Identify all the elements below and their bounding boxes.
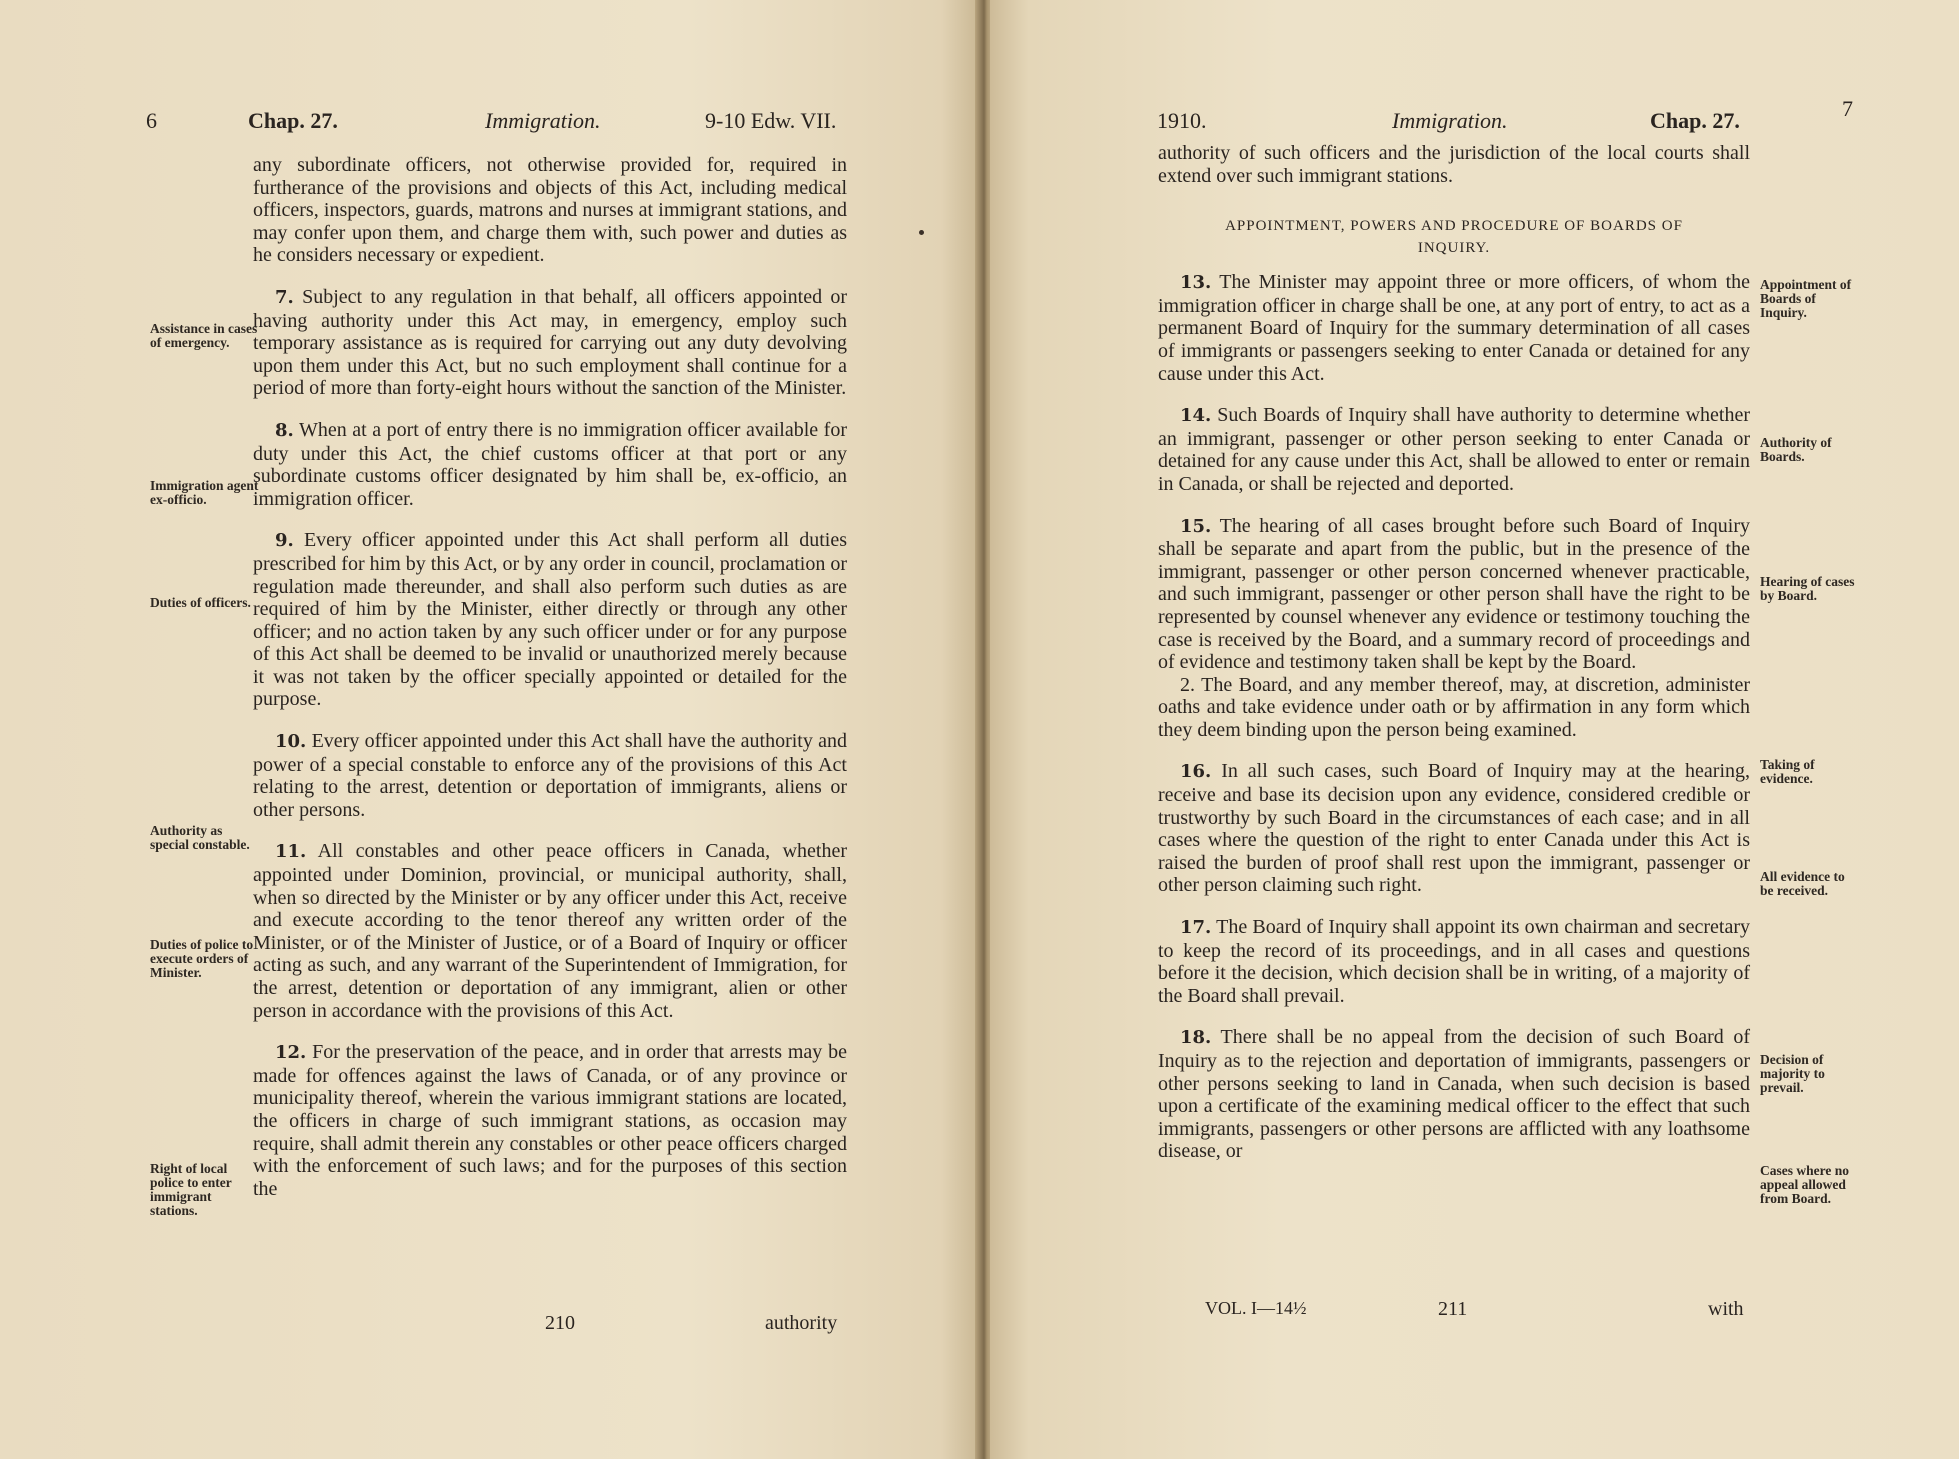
section-text: When at a port of entry there is no immigration officer available for duty under this Act, the chief customs officer at that port or any subordinate customs officer designated by him shall be, ex-officio, an immigration officer. bbox=[253, 418, 847, 510]
section-15 bbox=[1158, 515, 1750, 674]
right-chapter: Chap. 27. bbox=[1650, 108, 1740, 133]
right-folio: 211 bbox=[1438, 1298, 1468, 1320]
subsection-number: 2. bbox=[1180, 673, 1195, 696]
marginal-note-7: Assistance in cases of emergency. bbox=[150, 321, 258, 350]
section-text: Such Boards of Inquiry shall have authority to determine whether an immigrant, passenger or other person seeking to enter Canada or detained for any cause under this Act, shall be allowed to enter or remain in Canada, or shall be rejected and deported. bbox=[1158, 404, 1750, 495]
section-number: 8. bbox=[275, 419, 294, 441]
signature-mark: VOL. I—14½ bbox=[1205, 1298, 1307, 1318]
section-text: Every officer appointed under this Act shall have the authority and power of a special constable to enforce any of the provisions of this Act relating to the arrest, detention or deportation of immigrants, aliens or other persons. bbox=[253, 730, 847, 821]
section-number: 17. bbox=[1180, 917, 1212, 939]
section-number: 15. bbox=[1180, 515, 1212, 537]
marginal-note-16: All evidence to be received. bbox=[1760, 869, 1845, 898]
section-16 bbox=[1158, 760, 1750, 897]
section-17 bbox=[1158, 916, 1750, 1007]
section-number: 7. bbox=[275, 286, 294, 308]
marginal-note-8: Immigration agent ex-officio. bbox=[150, 478, 259, 507]
section-text: Subject to any regulation in that behalf, all officers appointed or having authority under this Act may, in emergency, employ such temporary assistance as is required for carrying out any duty devolving upon them under this Act, but no such employment shall continue for a period of more than forty-eight hours without the sanction of the Minister. bbox=[253, 285, 848, 400]
section-number: 14. bbox=[1180, 405, 1212, 427]
section-number: 16. bbox=[1180, 761, 1212, 783]
marginal-note-18: Cases where no appeal allowed from Board. bbox=[1760, 1163, 1849, 1206]
marginal-note-10: Authority as special constable. bbox=[150, 823, 250, 852]
right-page-number: 7 bbox=[1842, 96, 1853, 121]
marginal-note-14: Authority of Boards. bbox=[1760, 435, 1832, 464]
section-text: In all such cases, such Board of Inquiry may at the hearing, receive and base its decision upon any evidence, considered credible or trustworthy by such Board in the circumstances of each case; and in all cases where the question of the right to enter Canada under this Act is raised the burden of proof shall rest upon the immigrant, passenger or other person claiming such right. bbox=[1158, 760, 1750, 897]
right-continuation: authority of such officers and the jurisdiction of the local courts shall extend over such immigrant stations. bbox=[1158, 142, 1750, 187]
section-text: There shall be no appeal from the decision of such Board of Inquiry as to the rejection and deportation of immigrants, passengers or other persons seeking to land in Canada, when such decision is based upon a certificate of the examining medical officer to the effect that such immigrants, passengers or other persons are afflicted with any loathsome disease, or bbox=[1158, 1026, 1750, 1163]
marginal-note-13: Appointment of Boards of Inquiry. bbox=[1760, 277, 1852, 320]
subsection-15-2 bbox=[1158, 674, 1750, 742]
section-number: 10. bbox=[275, 731, 307, 753]
right-text-column bbox=[1158, 142, 1750, 1163]
marginal-note-15-2: Taking of evidence. bbox=[1760, 757, 1815, 786]
section-text: For the preservation of the peace, and in order that arrests may be made for offences against the laws of Canada, or of any province or municipality thereof, wherein the various immigrant stations are located, the officers in charge of such immigrant stations, as occasion may require, shall admit therein any constables or other peace officers charged with the enforcement of such laws; and for the purposes of this section the bbox=[253, 1041, 848, 1200]
marginal-note-17: Decision of majority to prevail. bbox=[1760, 1052, 1825, 1095]
section-text: The hearing of all cases brought before such Board of Inquiry shall be separate and apart from the public, but in the presence of the immigrant, passenger or other person concerned whenever practicable, and such immigrant, passenger or other person shall have the right to be represented by counsel whenever any evidence or testimony touching the case is received by the Board, and a summary record of proceedings and of evidence and testimony taken shall be kept by the Board. bbox=[1158, 514, 1751, 674]
marginal-note-12: Right of local police to enter immigrant stations. bbox=[150, 1161, 232, 1218]
marginal-note-9: Duties of officers. bbox=[150, 595, 251, 610]
left-chapter: Chap. 27. bbox=[248, 108, 338, 133]
marginal-note-15: Hearing of cases by Board. bbox=[1760, 574, 1855, 603]
section-text: The Minister may appoint three or more officers, of whom the immigration officer in charge shall be one, at any port of entry, to act as a permanent Board of Inquiry for the summary determination of all cases of immigrants or passengers seeking to enter Canada or detained for any cause under this Act. bbox=[1158, 271, 1750, 385]
section-number: 18. bbox=[1180, 1027, 1212, 1049]
right-running-title: Immigration. bbox=[1392, 108, 1508, 133]
section-number: 11. bbox=[275, 841, 307, 863]
left-running-title: Immigration. bbox=[485, 108, 601, 133]
section-13 bbox=[1158, 271, 1750, 385]
section-18 bbox=[1158, 1026, 1750, 1163]
section-text: Every officer appointed under this Act shall perform all duties prescribed for him by this Act, or by any order in council, proclamation or regulation made thereunder, and shall also perform such duties as are required of him by the Minister, either directly or through any other officer; and no action taken by any such officer under or for any purpose of this Act shall be deemed to be invalid or unauthorized merely because it was not taken by the officer specially appointed or detailed for the purpose. bbox=[253, 529, 847, 711]
section-number: 13. bbox=[1180, 272, 1212, 294]
section-number: 9. bbox=[275, 530, 294, 552]
section-text: The Board, and any member thereof, may, at discretion, administer oaths and take evidence under oath or by affirmation in any form which they deem binding upon the person being examined. bbox=[1158, 673, 1750, 741]
left-catchword: authority bbox=[765, 1312, 838, 1334]
part-heading: APPOINTMENT, POWERS AND PROCEDURE OF BOARDS OF INQUIRY. bbox=[1225, 218, 1683, 257]
section-text: All constables and other peace officers in Canada, whether appointed under Dominion, provincial, or municipal authority, shall, when so directed by the Minister or by any officer under this Act, receive and execute according to the tenor thereof any written order of the Minister, or of the Minister of Justice, or of a Board of Inquiry or officer acting as such, and any warrant of the Superintendent of Immigration, for the arrest, detention or deportation of any immigrant, alien or other person in accordance with the provisions of this Act. bbox=[253, 840, 848, 1022]
right-catchword: with bbox=[1708, 1298, 1744, 1320]
left-page-number: 6 bbox=[146, 108, 157, 133]
marginal-note-11: Duties of police to execute orders of Minister. bbox=[150, 937, 254, 980]
left-continuation: any subordinate officers, not otherwise provided for, required in furtherance of the provisions and objects of this Act, including medical officers, inspectors, guards, matrons and nurses at immigrant stations, and may confer upon them, and charge them with, such power and duties as he considers necessary or expedient. bbox=[253, 154, 847, 267]
left-folio: 210 bbox=[545, 1312, 575, 1334]
right-year: 1910. bbox=[1157, 108, 1207, 133]
section-number: 12. bbox=[275, 1042, 307, 1064]
left-regnal-year: 9-10 Edw. VII. bbox=[705, 108, 837, 133]
section-text: The Board of Inquiry shall appoint its own chairman and secretary to keep the record of its proceedings, and in all cases and questions before it the decision, which decision shall be in writing, of a majority of the Board shall prevail. bbox=[1158, 916, 1751, 1007]
section-14 bbox=[1158, 404, 1750, 495]
